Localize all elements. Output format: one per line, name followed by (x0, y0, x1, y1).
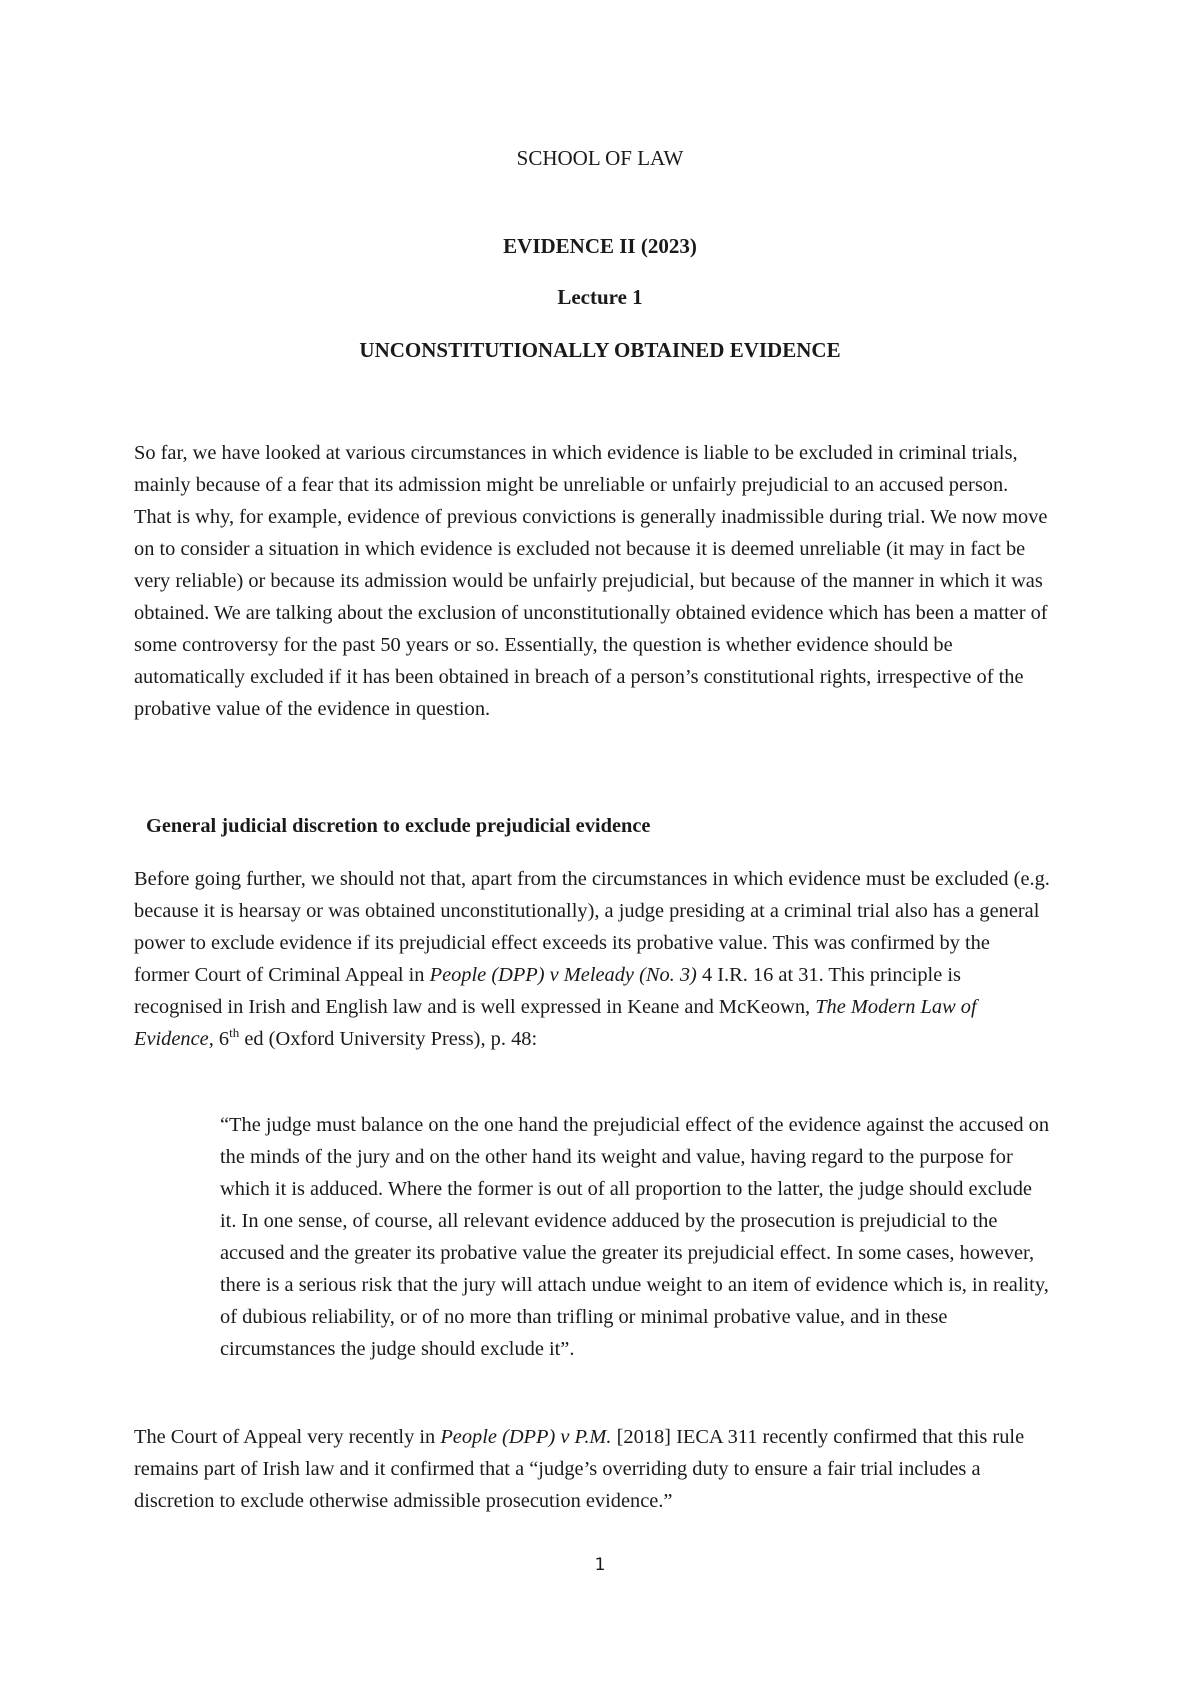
before-text-1: Before going further, we should not that, apart from the circumstances in which evidence must be excluded (e.g. because it is hearsay or was obtained unconstitutionally), a judge presiding at a criminal trial also has a general power to exclude evidence if its prejudicial effect exceeds its probative value. This was confirmed by the former Court of Criminal Appeal in (134, 868, 1050, 986)
page-number: 1 (594, 1555, 606, 1575)
course-title: EVIDENCE II (2023) (503, 234, 697, 258)
court-paragraph (134, 1421, 1050, 1517)
block-quote: “The judge must balance on the one hand the prejudicial effect of the evidence against the accused on the minds of the jury and on the other hand its weight and value, having regard to the purpose for which it is adduced. Where the former is out of all proportion to the latter, the judge should exclude it. In one sense, of course, all relevant evidence adduced by the prosecution is prejudicial to the accused and the greater its probative value the greater its prejudicial effect. In some cases, however, there is a serious risk that the jury will attach undue weight to an item of evidence which is, in reality, of dubious reliability, or of no more than trifling or minimal probative value, and in these circumstances the judge should exclude it”. (220, 1114, 1050, 1360)
before-paragraph (134, 863, 1050, 1055)
court-text-1: The Court of Appeal very recently in (134, 1426, 441, 1448)
section-heading: General judicial discretion to exclude prejudicial evidence (146, 815, 651, 837)
book-title: The Modern Law of Evidence, (134, 996, 977, 1050)
court-text-2: [2018] IECA 311 recently confirmed that this rule remains part of Irish law and it confirmed that a “judge’s overriding duty to ensure a fair trial includes a discretion to exclude otherwise admissible prosecution evidence.” (134, 1426, 1025, 1512)
before-text-2: 4 I.R. 16 at 31. This principle is recognised in Irish and English law and is well expressed in Keane and McKeown, (134, 964, 961, 1018)
school-heading: SCHOOL OF LAW (516, 146, 684, 170)
edition-superscript: th (229, 1025, 240, 1041)
before-text-4: ed (Oxford University Press), p. 48: (239, 1028, 538, 1050)
lecture-topic: UNCONSTITUTIONALLY OBTAINED EVIDENCE (359, 338, 841, 362)
before-text-3: 6 (213, 1028, 230, 1050)
case-citation-meleady: People (DPP) v Meleady (No. 3) (429, 964, 697, 986)
lecture-number: Lecture 1 (557, 285, 643, 309)
intro-paragraph: So far, we have looked at various circumstances in which evidence is liable to be excluded in criminal trials, mainly because of a fear that its admission might be unreliable or unfairly prejudicial to an accused person. That is why, for example, evidence of previous convictions is generally inadmissible during trial. We now move on to consider a situation in which evidence is excluded not because it is deemed unreliable (it may in fact be very reliable) or because its admission would be unfairly prejudicial, but because of the manner in which it was obtained. We are talking about the exclusion of unconstitutionally obtained evidence which has been a matter of some controversy for the past 50 years or so. Essentially, the question is whether evidence should be automatically excluded if it has been obtained in breach of a person’s constitutional rights, irrespective of the probative value of the evidence in question. (134, 442, 1048, 720)
case-citation-pm: People (DPP) v P.M. (440, 1426, 612, 1448)
